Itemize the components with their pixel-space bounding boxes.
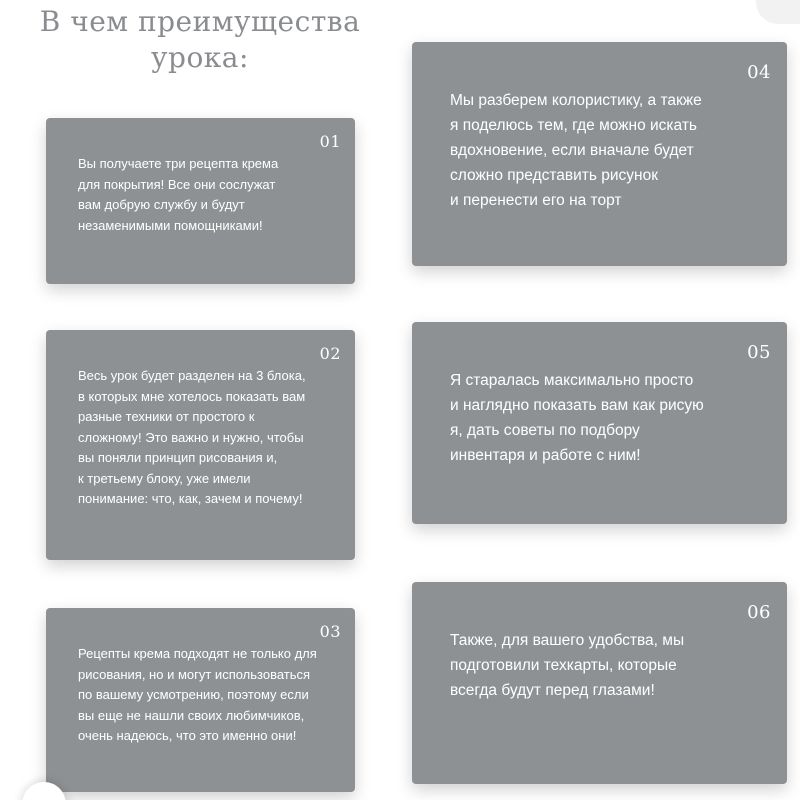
advantage-card-03 bbox=[46, 608, 355, 792]
card-number: 02 bbox=[319, 344, 341, 363]
advantage-card-02 bbox=[46, 330, 355, 560]
page-title: В чем преимущества урока: bbox=[39, 5, 361, 74]
advantage-card-06 bbox=[412, 582, 787, 784]
card-text: Рецепты крема подходят не только для рисования, но и могут использоваться по вашему усмотрению, поэтому если вы еще не нашли своих любимчиков, очень надеюсь, что это именно они! bbox=[78, 646, 317, 743]
card-text: Также, для вашего удобства, мы подготовили техкарты, которые всегда будут перед глазами! bbox=[450, 632, 685, 699]
advantage-card-05 bbox=[412, 322, 787, 524]
card-text: Я старалась максимально просто и наглядно показать вам как рисую я, дать советы по подбору инвентаря и работе с ним! bbox=[450, 372, 704, 464]
card-text: Вы получаете три рецепта крема для покрытия! Все они сослужат вам добрую службу и будут незаменимыми помощниками! bbox=[78, 156, 279, 233]
advantage-card-04 bbox=[412, 42, 787, 266]
advantage-card-01 bbox=[46, 118, 355, 284]
card-number: 01 bbox=[319, 132, 341, 151]
card-text: Весь урок будет разделен на 3 блока, в которых мне хотелось показать вам разные техники от простого к сложному! Это важно и нужно, чтобы вы поняли принцип рисования и, к третьему блоку, уже имели понимание: что, как, зачем и почему! bbox=[78, 368, 306, 506]
card-text: Мы разберем колористику, а также я поделюсь тем, где можно искать вдохновение, если вначале будет сложно представить рисунок и перенести его на торт bbox=[450, 92, 702, 209]
card-number: 06 bbox=[747, 602, 771, 623]
top-corner-button[interactable] bbox=[756, 0, 800, 24]
card-number: 05 bbox=[747, 342, 771, 363]
card-number: 03 bbox=[319, 622, 341, 641]
card-number: 04 bbox=[747, 62, 771, 83]
